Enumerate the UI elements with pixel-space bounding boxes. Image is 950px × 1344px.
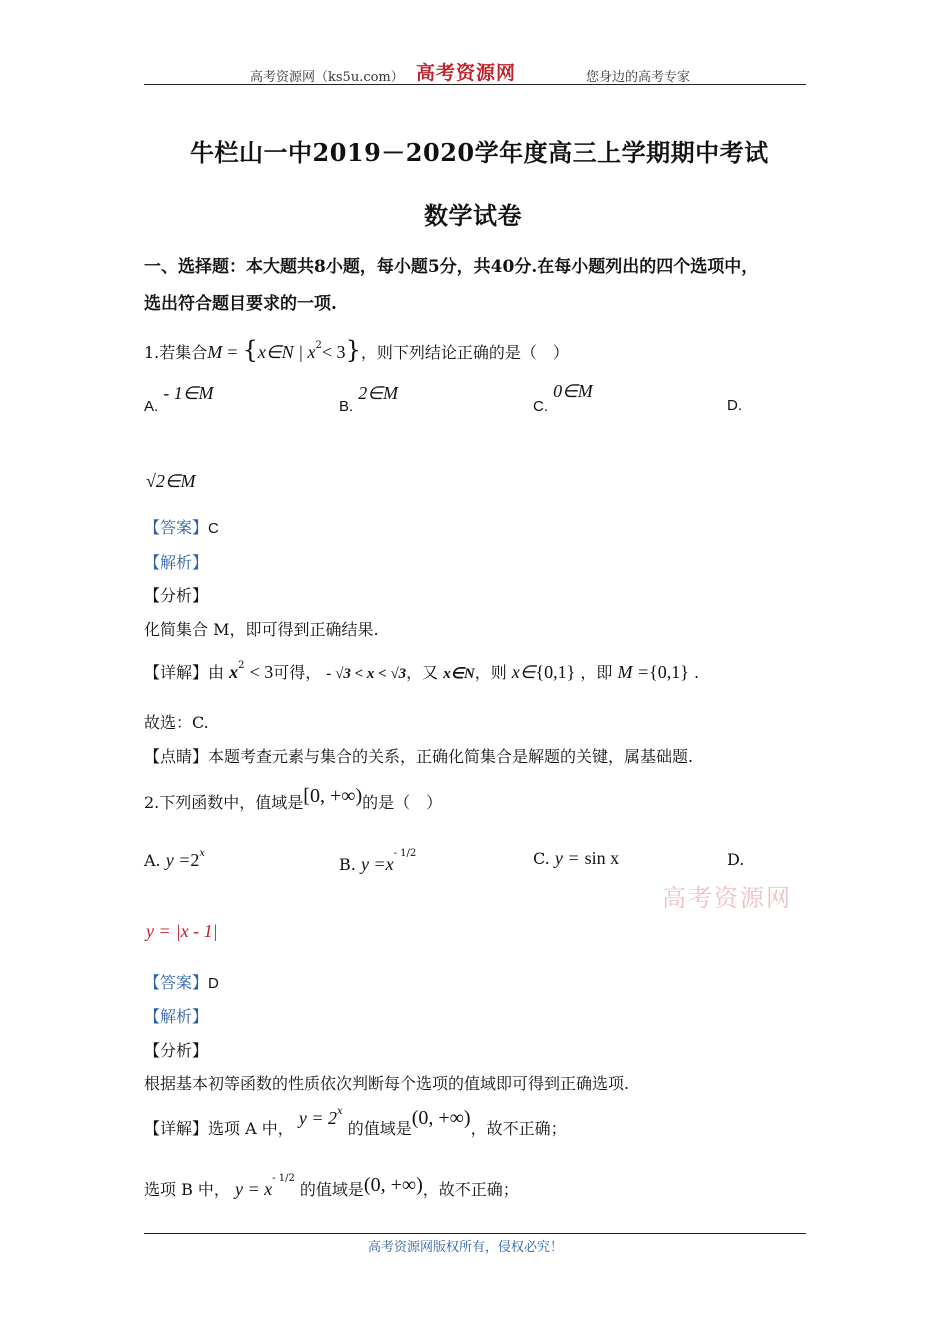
- detail-text: 的值域是: [299, 1180, 364, 1199]
- q1-fenxi-text: 化简集合 M，即可得到正确结果.: [144, 620, 379, 639]
- detail-ineq-tail: < 3: [249, 662, 274, 682]
- question-1: [144, 336, 569, 364]
- question-2: [144, 784, 443, 812]
- header-source: 高考资源网（ks5u.com）: [250, 70, 404, 85]
- option-base: x: [385, 854, 394, 874]
- q1-answer: [144, 515, 219, 538]
- detail-text: .: [693, 663, 700, 682]
- comment-text: 本题考查元素与集合的关系，正确化简集合是解题的关键，属基础题.: [208, 747, 694, 766]
- option-base: sin x: [584, 848, 620, 868]
- q1-option-d-expr: √2∈M: [146, 471, 196, 491]
- option-exp: - 1/2: [393, 848, 417, 859]
- detail-in-n: x∈N: [443, 666, 475, 682]
- option-label: A.: [144, 398, 159, 415]
- q1-detail: [144, 660, 699, 683]
- q1-right-brace: }: [345, 336, 361, 364]
- q2-option-b: [339, 848, 416, 875]
- detail-fn: y = 2: [298, 1108, 337, 1128]
- q2-option-c: [533, 848, 619, 869]
- detail-text: ，即: [580, 663, 613, 682]
- detail-ineq-exp: 2: [238, 660, 245, 671]
- answer-value: C: [208, 520, 219, 537]
- q2-detail-b: [144, 1167, 519, 1199]
- detail-text: 的值域是: [347, 1119, 412, 1138]
- detail-tag: 【详解】: [144, 663, 209, 682]
- q1-conclusion: 故选：C.: [144, 713, 209, 732]
- detail-text: ，则: [474, 663, 507, 682]
- detail-fn: y = x: [235, 1179, 273, 1199]
- option-base: |x - 1|: [175, 921, 218, 941]
- option-lhs: y =: [146, 921, 171, 941]
- q2-detail-a: [144, 1106, 567, 1138]
- option-expr: 2∈M: [358, 383, 398, 403]
- footer-copyright: 高考资源网版权所有，侵权必究！: [368, 1240, 564, 1255]
- option-exp: x: [199, 848, 206, 859]
- detail-ineq-base: x: [229, 662, 239, 682]
- detail-range: (0, +∞): [363, 1174, 423, 1196]
- q1-set-tail: < 3: [321, 342, 346, 362]
- detail-text: ，又: [406, 663, 439, 682]
- option-label: B.: [339, 398, 354, 415]
- q2-fenxi-text: 根据基本初等函数的性质依次判断每个选项的值域即可得到正确选项.: [144, 1074, 630, 1093]
- detail-tag: 【详解】: [144, 1119, 209, 1138]
- footer-rule: [144, 1233, 806, 1234]
- detail-set: {0,1}: [535, 662, 576, 682]
- q2-prefix: 2.下列函数中，值域是: [144, 793, 304, 812]
- option-lhs: y =: [554, 848, 580, 868]
- q2-suffix: 的是（ ）: [362, 793, 443, 812]
- option-base: 2: [190, 850, 200, 870]
- answer-tag: 【答案】: [144, 518, 209, 537]
- header-rule: [144, 84, 806, 85]
- q1-exp: 2: [315, 340, 322, 351]
- comment-tag: 【点睛】: [144, 747, 209, 766]
- q2-jiexi-tag: 【解析】: [144, 1007, 209, 1026]
- q2-interval: [0, +∞): [303, 785, 363, 807]
- q1-suffix: ，则下列结论正确的是（ ）: [360, 343, 569, 362]
- q1-prefix: 1.若集合: [144, 343, 208, 362]
- q2-fenxi-tag: 【分析】: [144, 1041, 209, 1060]
- detail-range: - √3 < x < √3: [326, 666, 407, 682]
- detail-m: M =: [617, 662, 650, 682]
- option-lhs: y =: [360, 854, 386, 874]
- section-heading: 一、选择题：本大题共8小题，每小题5分，共40分.在每小题列出的四个选项中，: [144, 257, 759, 277]
- option-label: D.: [727, 397, 742, 414]
- q2-option-d-expr: [146, 921, 218, 942]
- detail-text: ，故不正确；: [422, 1180, 519, 1199]
- option-label: B.: [339, 855, 356, 874]
- detail-range: (0, +∞): [411, 1107, 471, 1129]
- header-slogan: 您身边的高考专家: [586, 70, 691, 85]
- detail-exp: x: [336, 1106, 343, 1117]
- option-expr: 0∈M: [553, 381, 593, 401]
- q2-option-d: D.: [727, 850, 745, 869]
- q1-fenxi-tag: 【分析】: [144, 586, 209, 605]
- q1-set-name: M: [207, 342, 223, 362]
- q2-option-a: [144, 848, 205, 871]
- detail-x: x∈: [511, 662, 536, 682]
- q1-left-brace: {: [242, 336, 258, 364]
- header-logo: 高考资源网: [416, 62, 517, 84]
- page-title: 牛栏山一中2019－2020学年度高三上学期期中考试: [190, 138, 769, 167]
- option-label: C.: [533, 398, 548, 415]
- detail-text: ，故不正确；: [470, 1119, 567, 1138]
- option-lhs: y =: [165, 850, 191, 870]
- watermark: 高考资源网: [662, 884, 792, 912]
- detail-set2: {0,1}: [649, 662, 689, 682]
- q2-answer: [144, 970, 219, 993]
- answer-tag: 【答案】: [144, 973, 209, 992]
- option-expr: - 1∈M: [163, 383, 214, 403]
- detail-text: 选项 B 中，: [144, 1180, 230, 1199]
- detail-text: 选项 A 中，: [208, 1119, 294, 1138]
- q1-jiexi-tag: 【解析】: [144, 553, 209, 572]
- answer-value: D: [208, 975, 219, 992]
- q1-comment: [144, 744, 693, 767]
- page-subtitle: 数学试卷: [424, 201, 522, 230]
- section-heading-cont: 选出符合题目要求的一项.: [144, 294, 337, 314]
- q1-option-c: [533, 381, 593, 415]
- detail-exp: - 1/2: [272, 1173, 295, 1184]
- q1-option-b: [339, 383, 398, 415]
- q1-eq: =: [227, 342, 238, 362]
- q1-option-a: [144, 383, 214, 415]
- q1-option-d: [727, 395, 742, 414]
- option-label: C.: [533, 849, 550, 868]
- detail-text: 由: [208, 663, 225, 682]
- option-label: A.: [144, 851, 161, 870]
- q1-set-body: x∈N | x: [257, 342, 316, 362]
- detail-text: 可得，: [273, 663, 322, 682]
